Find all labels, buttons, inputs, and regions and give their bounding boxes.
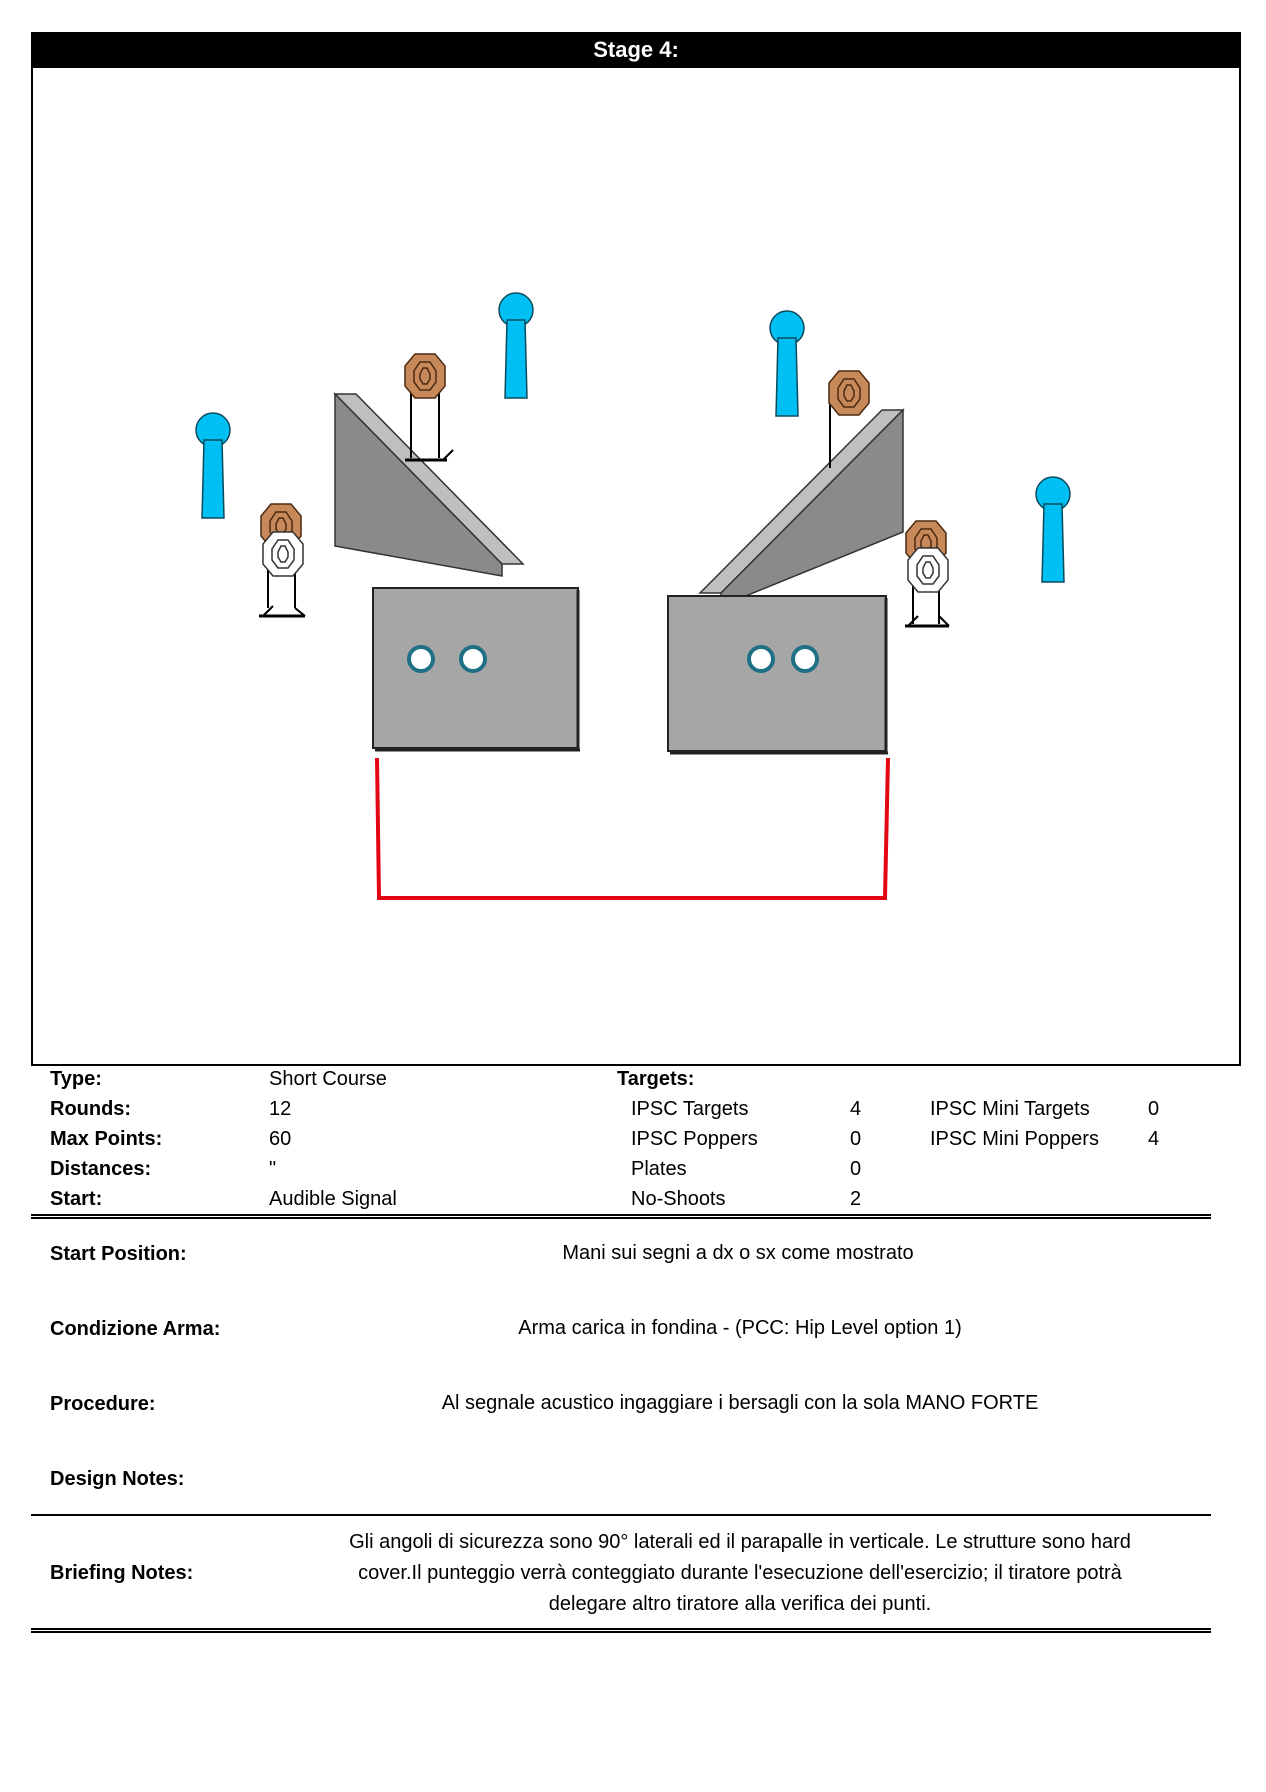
start-position-label: Start Position: [50,1243,187,1265]
briefing-notes-line-2: cover.Il punteggio verrà conteggiato durante l'esecuzione dell'esercizio; il tiratore potrà [358,1562,1122,1584]
briefing-notes-line-1: Gli angoli di sicurezza sono 90° laterali ed il parapalle in verticale. Le strutture sono hard [349,1531,1131,1553]
rounds-label: Rounds: [50,1098,132,1120]
briefing-notes-divider [31,1628,1211,1633]
ipsc-targets-label: IPSC Targets [631,1098,749,1120]
target-left-lower [259,504,305,616]
ipsc-poppers-value: 0 [850,1128,862,1150]
distances-label: Distances: [50,1158,152,1180]
no-shoots-value: 2 [850,1188,862,1210]
left-barricade [373,588,580,750]
start-position-value: Mani sui segni a dx o sx come mostrato [562,1242,914,1264]
type-label: Type: [50,1068,102,1090]
left-angled-wall [335,394,523,576]
start-mark-left-2 [461,647,485,671]
shooting-area-fault-line [377,758,888,898]
start-mark-right-2 [793,647,817,671]
target-right-lower [905,521,949,626]
type-value: Short Course [269,1068,387,1090]
stage-title: Stage 4: [31,32,1241,68]
procedure-value: Al segnale acustico ingaggiare i bersagli con la sola MANO FORTE [441,1392,1039,1414]
condizione-arma-value: Arma carica in fondina - (PCC: Hip Level option 1) [518,1317,962,1339]
plates-label: Plates [631,1158,687,1180]
popper-1 [196,413,230,518]
popper-3 [770,311,804,416]
target-left-upper [405,354,453,460]
ipsc-mini-poppers-value: 4 [1148,1128,1160,1150]
right-angled-wall [700,410,903,606]
details-divider [31,1214,1211,1219]
max-points-label: Max Points: [50,1128,163,1150]
procedure-label: Procedure: [50,1393,156,1415]
start-label: Start: [50,1188,103,1210]
no-shoots-label: No-Shoots [631,1188,726,1210]
targets-heading: Targets: [617,1068,695,1090]
plates-value: 0 [850,1158,862,1180]
ipsc-poppers-label: IPSC Poppers [631,1128,758,1150]
right-barricade [668,596,888,753]
start-value: Audible Signal [269,1188,397,1210]
distances-value: " [269,1158,277,1180]
stage-diagram-svg [33,68,1239,1064]
ipsc-targets-value: 4 [850,1098,862,1120]
condizione-arma-label: Condizione Arma: [50,1318,221,1340]
start-mark-right-1 [749,647,773,671]
briefing-notes-line-3: delegare altro tiratore alla verifica dei punti. [548,1593,932,1615]
design-notes-label: Design Notes: [50,1468,185,1490]
popper-2 [499,293,533,398]
popper-4 [1036,477,1070,582]
ipsc-mini-targets-value: 0 [1148,1098,1160,1120]
briefing-notes-label: Briefing Notes: [50,1562,194,1584]
start-mark-left-1 [409,647,433,671]
rounds-value: 12 [269,1098,292,1120]
ipsc-mini-targets-label: IPSC Mini Targets [930,1098,1090,1120]
design-notes-divider [31,1514,1211,1516]
ipsc-mini-poppers-label: IPSC Mini Poppers [930,1128,1099,1150]
stage-diagram [31,68,1241,1066]
max-points-value: 60 [269,1128,292,1150]
